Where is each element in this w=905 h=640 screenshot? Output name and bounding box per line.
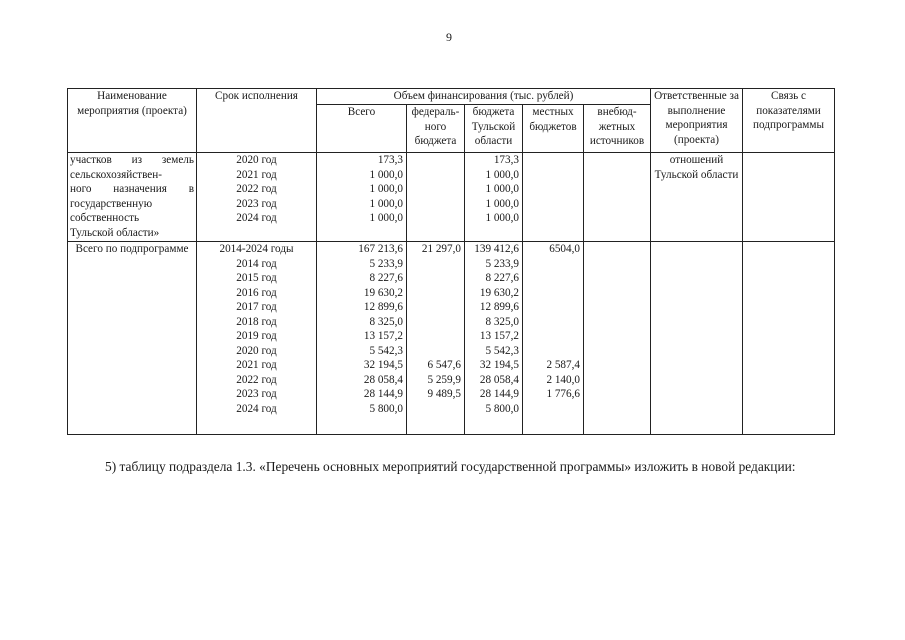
regional-value: 173,3 [493,154,519,166]
federal-value [407,402,461,417]
regional-value: 5 800,0 [485,402,519,415]
term-value: 2020 год [236,344,277,357]
local-value [523,211,580,226]
local-value [523,271,580,286]
federal-value: 9 489,5 [427,388,461,400]
federal-value [407,329,461,344]
header-link: Связь с показателями подпрограммы [743,89,835,153]
federal-value [407,344,461,359]
measure-name-line: ного назначения в [70,183,194,195]
body-paragraph: 5) таблицу подраздела 1.3. «Перечень основных мероприятий государственной программы» изложить в новой редакции: [105,459,796,474]
federal-value: 21 297,0 [421,243,461,255]
measure-name-line: сельскохозяйствен- [70,168,162,181]
term-cell [197,153,317,242]
responsible-cell: отношений Тульской области [651,153,743,242]
extra-cell [584,153,651,242]
total-value: 19 630,2 [363,286,403,299]
local-value [523,344,580,359]
federal-value [407,211,461,226]
term-value: 2021 год [236,168,277,181]
local-value [523,286,580,301]
total-value: 5 233,9 [369,257,403,270]
financing-table [67,88,835,435]
federal-value [407,300,461,315]
local-cell [523,153,584,242]
term-value: 2021 год [236,359,277,371]
federal-value [407,257,461,272]
term-cell [197,242,317,435]
total-value: 8 227,6 [369,272,403,284]
federal-cell [407,153,465,242]
header-responsible: Ответственные за выполнение мероприятия (проекта) [651,89,743,153]
regional-cell [465,153,523,242]
local-cell [523,242,584,435]
regional-value: 28 058,4 [479,373,519,386]
header-financing: Объем финансирования (тыс. рублей) [317,89,651,105]
link-cell [743,242,835,435]
federal-value [407,153,461,168]
total-cell [317,153,407,242]
header-federal: федераль-ного бюджета [407,105,465,153]
table-row [68,242,835,435]
regional-cell [465,242,523,435]
local-value: 6504,0 [549,243,580,255]
term-value: 2022 год [236,373,277,386]
header-name: Наименование мероприятия (проекта) [68,89,197,153]
term-value: 2024 год [236,402,277,415]
term-value: 2014-2024 годы [219,243,294,255]
header-local: местных бюджетов [523,105,584,153]
regional-value: 1 000,0 [485,197,519,210]
total-value: 1 000,0 [369,183,403,195]
table-row [68,153,835,242]
regional-value: 5 233,9 [485,257,519,270]
extra-cell [584,242,651,435]
local-value [523,182,580,197]
local-value: 2 587,4 [546,359,580,371]
term-value: 2023 год [236,197,277,210]
measure-name [68,153,197,242]
regional-value: 28 144,9 [479,388,519,400]
local-value [523,257,580,272]
federal-value [407,182,461,197]
total-value: 5 800,0 [369,402,403,415]
local-value [523,153,580,168]
measure-name-line: собственность [70,212,140,224]
total-value: 28 058,4 [363,373,403,386]
regional-value: 1 000,0 [485,183,519,195]
local-value [523,315,580,330]
total-value: 1 000,0 [369,212,403,224]
total-value: 1 000,0 [369,168,403,181]
federal-value [407,168,461,183]
term-value: 2022 год [236,183,277,195]
total-value: 5 542,3 [369,344,403,357]
header-term: Срок исполнения [197,89,317,153]
total-value: 12 899,6 [363,301,403,313]
measure-name-line: участков из земель [70,154,194,166]
regional-value: 139 412,6 [474,243,519,255]
total-value: 173,3 [377,154,403,166]
regional-value: 8 227,6 [485,272,519,284]
federal-value [407,315,461,330]
regional-value: 5 542,3 [485,344,519,357]
total-value: 1 000,0 [369,197,403,210]
regional-value: 12 899,6 [479,301,519,313]
regional-value: 1 000,0 [485,212,519,224]
term-value: 2016 год [236,286,277,299]
total-value: 28 144,9 [363,388,403,400]
total-value: 13 157,2 [363,330,403,342]
term-value: 2024 год [236,212,277,224]
term-value: 2018 год [236,315,277,328]
local-value [523,402,580,417]
federal-value: 6 547,6 [427,359,461,371]
federal-value [407,286,461,301]
link-cell [743,153,835,242]
measure-name-line: государственную [70,197,153,210]
regional-value: 13 157,2 [479,330,519,342]
header-total: Всего [317,105,407,153]
regional-value: 19 630,2 [479,286,519,299]
total-value: 32 194,5 [363,359,403,371]
local-value [523,329,580,344]
measure-name-line: Тульской области» [70,226,160,239]
local-value: 1 776,6 [546,388,580,400]
regional-value: 32 194,5 [479,359,519,371]
local-value [523,168,580,183]
header-extra: внебюд-жетных источников [584,105,651,153]
page-number: 9 [446,30,452,44]
header-regional: бюджета Тульской области [465,105,523,153]
local-value [523,197,580,212]
federal-value: 5 259,9 [427,373,461,386]
regional-value: 8 325,0 [485,315,519,328]
term-value: 2017 год [236,301,277,313]
responsible-cell [651,242,743,435]
local-value [523,300,580,315]
term-value: 2023 год [236,388,277,400]
federal-cell [407,242,465,435]
subprogram-total-label: Всего по подпрограмме [68,242,197,435]
federal-value [407,197,461,212]
federal-value [407,271,461,286]
regional-value: 1 000,0 [485,168,519,181]
total-value: 167 213,6 [358,243,403,255]
total-value: 8 325,0 [369,315,403,328]
term-value: 2015 год [236,272,277,284]
term-value: 2019 год [236,330,277,342]
local-value: 2 140,0 [546,373,580,386]
term-value: 2020 год [236,154,277,166]
total-cell [317,242,407,435]
term-value: 2014 год [236,257,277,270]
